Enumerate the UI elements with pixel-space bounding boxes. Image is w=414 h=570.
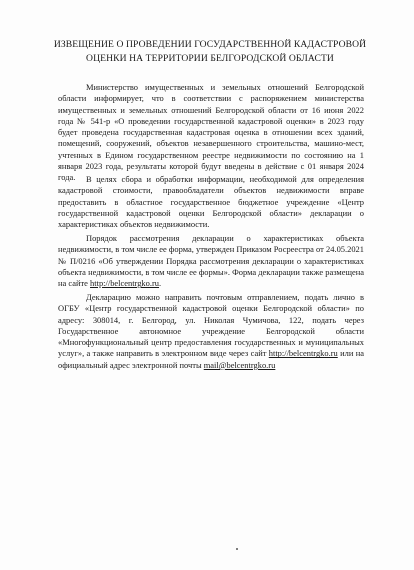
paragraph-procedure (58, 233, 364, 289)
paragraph-announcement: Министерство имущественных и земельных отношений Белгородской области информирует, что в соответствии с распоряжением министерства имущественных и земельных отношений Белгородской области от 16 июня 2022 года № 541-р «О проведении государственной кадастровой оценки» в 2023 году будет проведена государственная кадастровая оценка в отношении всех зданий, помещений, сооружений, объектов незавершенного строительства, машино-мест, учтенных в Едином государственном реестре недвижимости по состоянию на 1 января 2023 года, результаты которой будут введены в действие с 01 января 2024 года. (58, 82, 364, 183)
paragraph-declarations: В целях сбора и обработки информации, необходимой для определения кадастровой стоимости, правообладатели объектов недвижимости вправе предоставить в областное государственное бюджетное учреждение «Центр государственной кадастровой оценки Белгородской области» декларации о характеристиках объектов недвижимости. (58, 174, 364, 230)
website-link-2[interactable]: http://belcentrgko.ru (268, 348, 338, 359)
procedure-text: Порядок рассмотрения декларации о характеристиках объекта недвижимости, в том числе ее форма, утвержден Приказом Росреестра от 24.05.2021 № П/0216 «Об утверждении Порядка рассмотрения декларации о характеристиках объекта недвижимости, в том числе ее формы». Форма декларации также размещена на сайте (58, 233, 364, 289)
document-title (50, 38, 370, 66)
title-line-2: ОЦЕНКИ НА ТЕРРИТОРИИ БЕЛГОРОДСКОЙ ОБЛАСТИ (86, 53, 334, 64)
paragraph-submission (58, 292, 364, 371)
procedure-end: . (159, 278, 162, 289)
submission-text: Декларацию можно направить почтовым отправлением, подать лично в ОГБУ «Центр государственной кадастровой оценки Белгородской области» по адресу: 308014, г. Белгород, ул. Николая Чумичова, 122, подать через Государственное автономное учреждение Белгородской области «Многофункциональный центр предоставления государственных и муниципальных услуг», а также направить в электронном виде через сайт (58, 292, 364, 359)
submission-mid: или на официальный адрес электронной почты (58, 348, 364, 370)
website-link[interactable]: http://belcentrgko.ru (90, 278, 160, 289)
email-link[interactable]: mail@belcentrgko.ru (203, 359, 276, 370)
title-line-1: ИЗВЕЩЕНИЕ О ПРОВЕДЕНИИ ГОСУДАРСТВЕННОЙ КАДАСТРОВОЙ (53, 39, 367, 50)
scan-speck (236, 548, 238, 550)
